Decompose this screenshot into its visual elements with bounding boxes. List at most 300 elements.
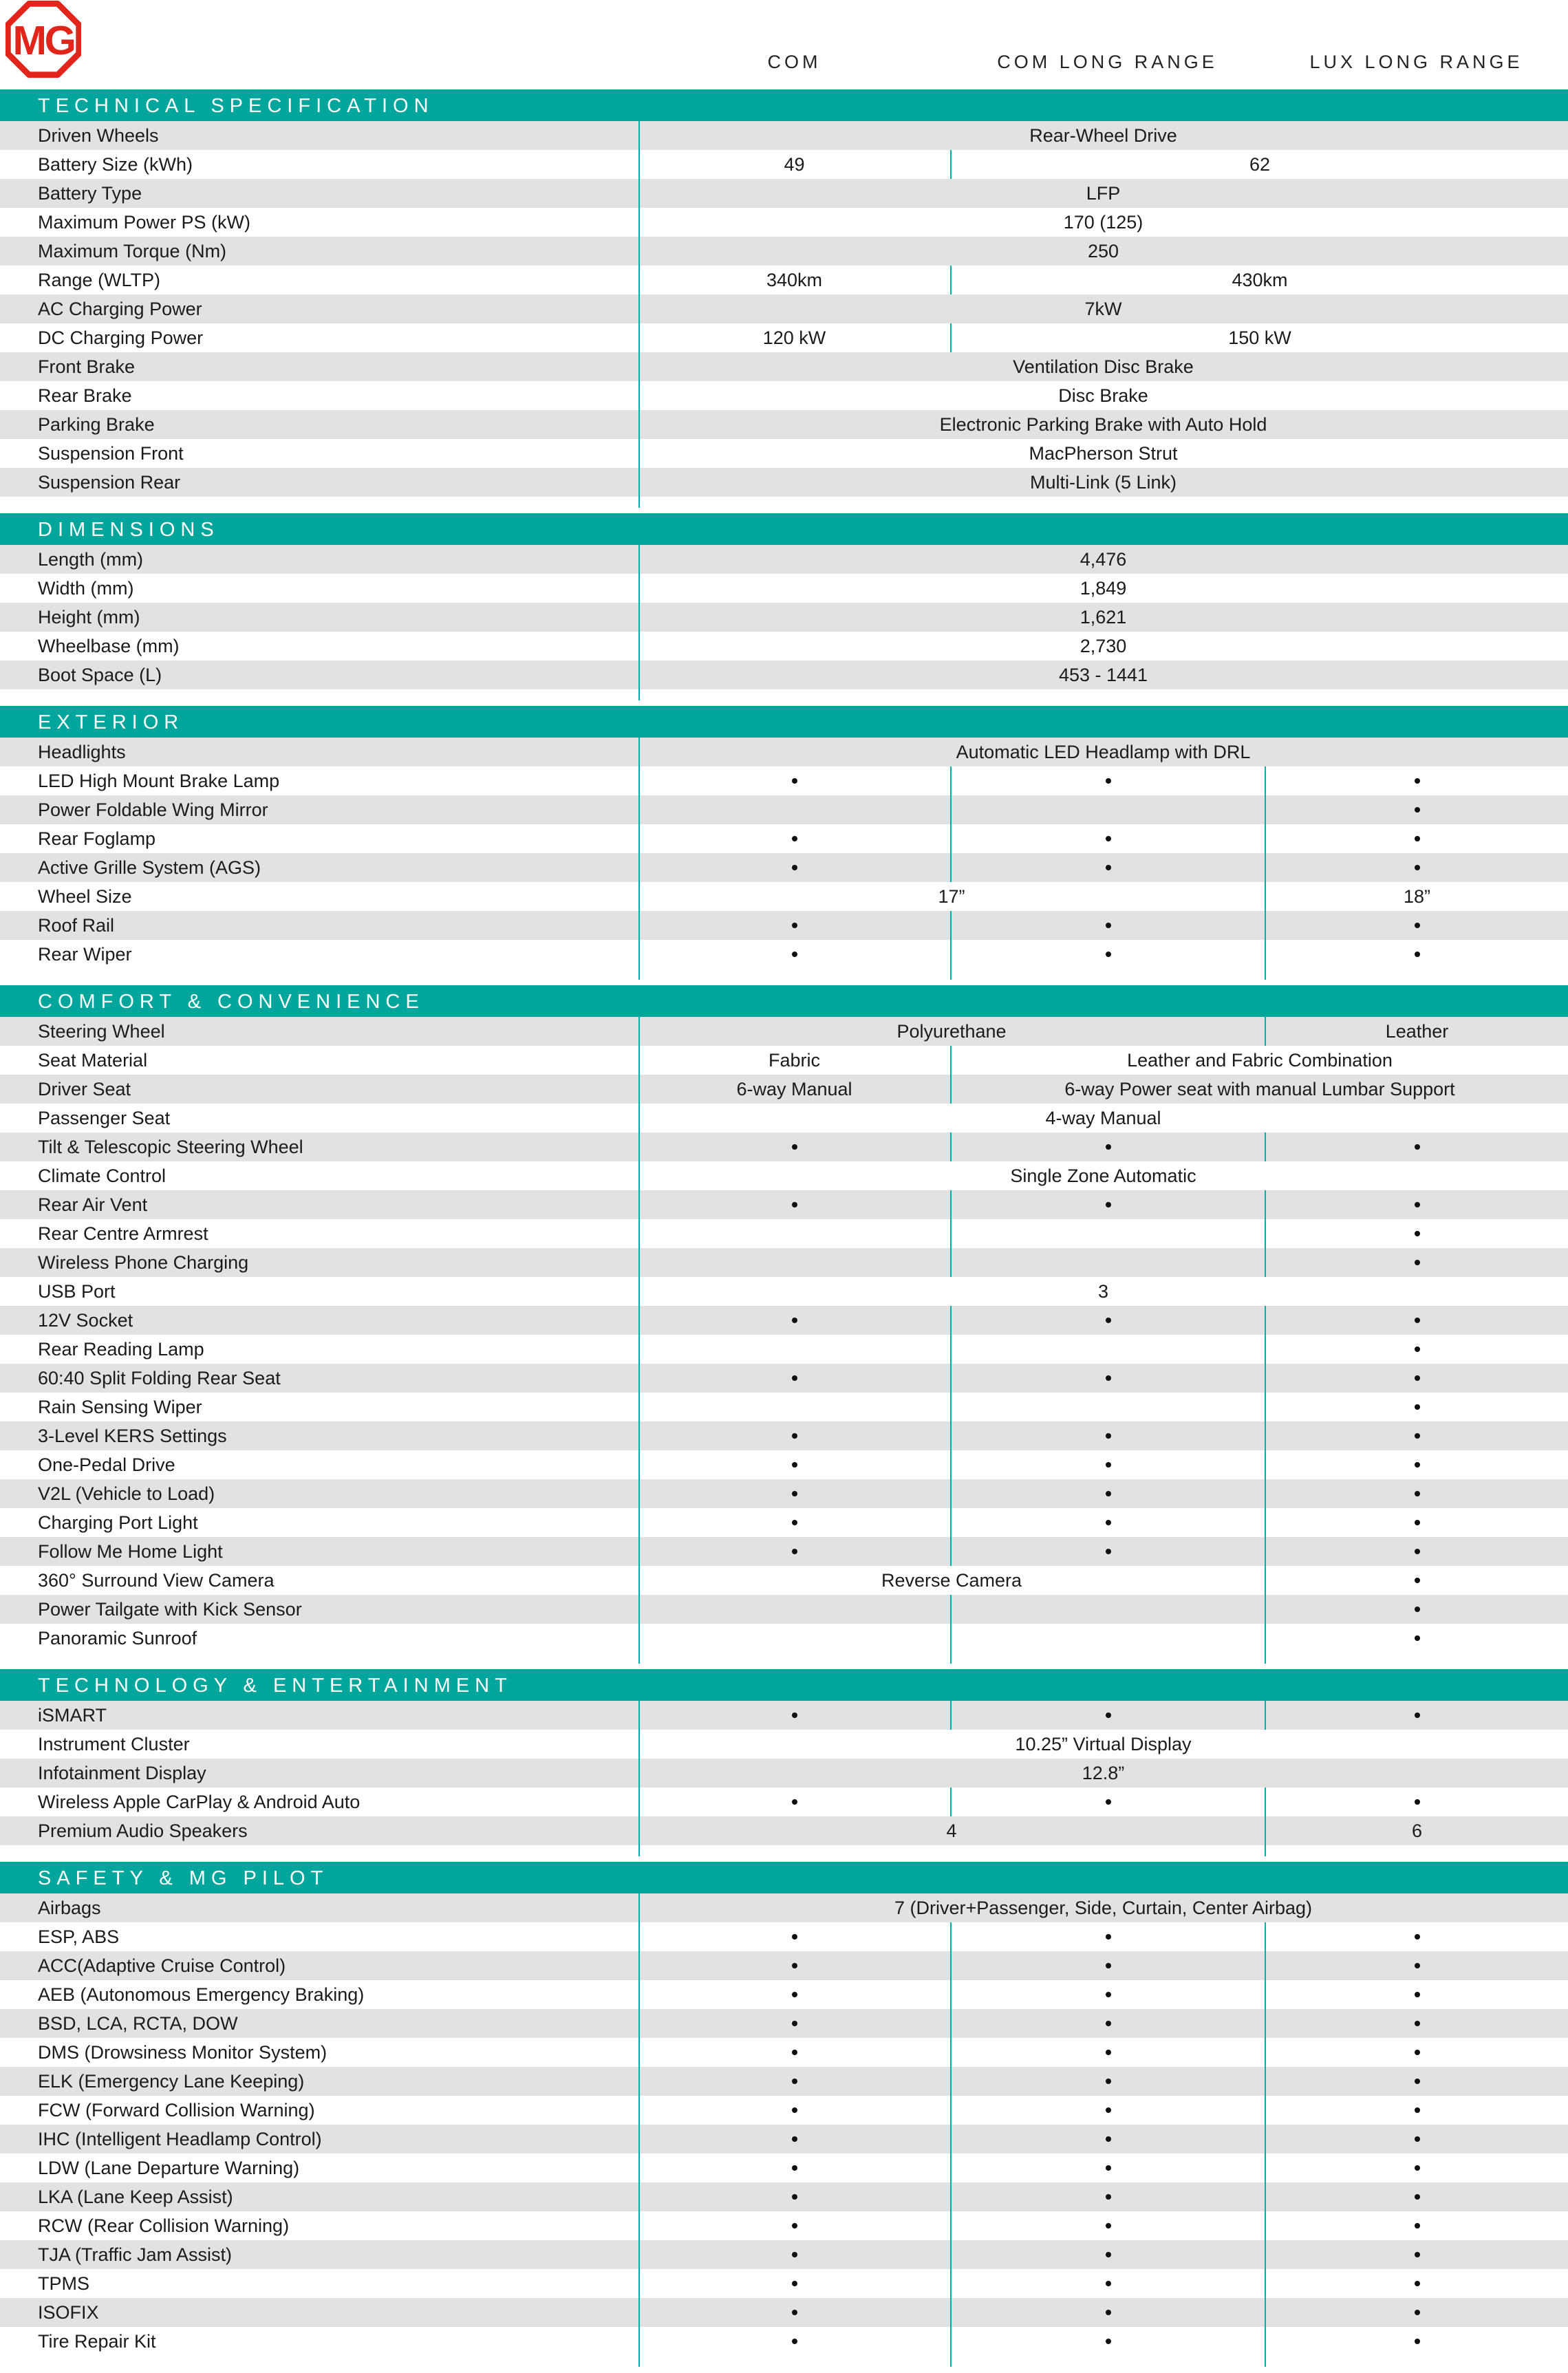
value-cell xyxy=(638,1364,950,1393)
feature-dot xyxy=(792,1799,797,1805)
feature-dot xyxy=(1106,1375,1111,1381)
value-cell xyxy=(950,1190,1265,1219)
row-values xyxy=(638,323,1568,352)
value-cell xyxy=(638,2298,950,2327)
section-rows xyxy=(0,1701,1568,1856)
feature-dot xyxy=(1106,2310,1111,2315)
value-cell xyxy=(1265,1922,1568,1951)
row-values xyxy=(638,2269,1568,2298)
value-cell: LFP xyxy=(1086,182,1121,204)
value-cell xyxy=(1265,1508,1568,1537)
value-cell xyxy=(1265,2298,1568,2327)
value-cell: 430km xyxy=(950,266,1568,294)
row-label: FCW (Forward Collision Warning) xyxy=(38,2099,315,2120)
feature-dot xyxy=(1415,1346,1420,1352)
row-label: Driven Wheels xyxy=(38,125,159,146)
value-cell: 4,476 xyxy=(1080,548,1127,570)
row-values xyxy=(638,1951,1568,1980)
value-cell: MacPherson Strut xyxy=(1029,442,1178,464)
row-label: Wireless Phone Charging xyxy=(38,1252,249,1273)
row-values xyxy=(638,1922,1568,1951)
row-label: Steering Wheel xyxy=(38,1020,165,1042)
feature-dot xyxy=(1415,1491,1420,1496)
value-cell xyxy=(950,1421,1265,1450)
feature-dot xyxy=(792,1549,797,1554)
table-row xyxy=(0,352,1568,381)
table-row xyxy=(0,882,1568,911)
row-label: Maximum Power PS (kW) xyxy=(38,211,251,233)
value-cell xyxy=(950,1479,1265,1508)
feature-dot xyxy=(1415,923,1420,928)
feature-dot xyxy=(792,865,797,870)
row-values xyxy=(638,661,1568,689)
row-label: Premium Audio Speakers xyxy=(38,1820,248,1841)
feature-dot xyxy=(1106,2194,1111,2200)
row-values xyxy=(638,1787,1568,1816)
value-cell xyxy=(950,940,1265,969)
value-cell xyxy=(950,2067,1265,2096)
feature-dot xyxy=(792,1491,797,1496)
feature-dot xyxy=(1106,1144,1111,1150)
value-cell xyxy=(1265,2154,1568,2182)
feature-dot xyxy=(1106,2136,1111,2142)
value-cell xyxy=(950,1951,1265,1980)
column-header-com: COM xyxy=(767,52,821,72)
value-cell xyxy=(638,1219,950,1248)
row-values xyxy=(638,1219,1568,1248)
table-row xyxy=(0,2154,1568,2182)
row-values xyxy=(638,1595,1568,1624)
value-cell xyxy=(950,1364,1265,1393)
value-cell xyxy=(950,1306,1265,1335)
value-cell xyxy=(1265,1980,1568,2009)
value-cell xyxy=(638,2009,950,2038)
value-cell xyxy=(1265,1132,1568,1161)
feature-dot xyxy=(1106,1712,1111,1718)
page-header xyxy=(0,0,1568,89)
value-cell: 1,849 xyxy=(1080,577,1127,599)
value-cell xyxy=(638,911,950,940)
row-label: Parking Brake xyxy=(38,414,155,435)
feature-dot xyxy=(1415,1520,1420,1525)
table-row xyxy=(0,2240,1568,2269)
value-cell: 3 xyxy=(1097,1280,1109,1302)
value-cell xyxy=(950,1980,1265,2009)
value-cell xyxy=(1265,911,1568,940)
row-values xyxy=(638,1190,1568,1219)
row-label: Roof Rail xyxy=(38,914,115,936)
feature-dot xyxy=(1415,836,1420,841)
section-rows xyxy=(0,545,1568,700)
section-header: EXTERIOR xyxy=(0,706,1568,738)
value-cell xyxy=(950,2211,1265,2240)
row-label: USB Port xyxy=(38,1280,116,1302)
column-headers xyxy=(638,39,1568,73)
table-row xyxy=(0,1364,1568,1393)
row-label: Boot Space (L) xyxy=(38,664,162,685)
feature-dot xyxy=(1415,1934,1420,1940)
value-cell xyxy=(1265,1393,1568,1421)
feature-dot xyxy=(1106,2079,1111,2084)
value-cell xyxy=(950,1508,1265,1537)
value-cell: 4 xyxy=(946,1820,957,1841)
value-cell xyxy=(950,795,1265,824)
table-row xyxy=(0,1219,1568,1248)
row-values xyxy=(638,795,1568,824)
value-cell xyxy=(950,2009,1265,2038)
table-row xyxy=(0,2038,1568,2067)
row-values xyxy=(638,121,1568,150)
feature-dot xyxy=(792,1433,797,1439)
mg-logo xyxy=(6,0,81,78)
row-label: Charging Port Light xyxy=(38,1512,198,1533)
feature-dot xyxy=(1415,1144,1420,1150)
table-row xyxy=(0,795,1568,824)
table-row xyxy=(0,2327,1568,2356)
value-cell xyxy=(1265,853,1568,882)
value-cell xyxy=(638,1248,950,1277)
value-cell: Fabric xyxy=(768,1049,820,1071)
row-label: Battery Size (kWh) xyxy=(38,153,193,175)
table-row xyxy=(0,1537,1568,1566)
table-row xyxy=(0,323,1568,352)
row-label: Follow Me Home Light xyxy=(38,1540,223,1562)
value-cell xyxy=(638,2038,950,2067)
value-cell xyxy=(1265,1248,1568,1277)
feature-dot xyxy=(1106,1934,1111,1940)
feature-dot xyxy=(792,1934,797,1940)
table-row xyxy=(0,150,1568,179)
row-label: Instrument Cluster xyxy=(38,1733,190,1754)
row-values xyxy=(638,1537,1568,1566)
row-values xyxy=(638,2038,1568,2067)
feature-dot xyxy=(1106,1491,1111,1496)
value-cell xyxy=(1265,2327,1568,2356)
value-cell xyxy=(950,1595,1265,1624)
divider-tail xyxy=(0,1653,1568,1664)
feature-dot xyxy=(792,2223,797,2229)
value-cell: 7 (Driver+Passenger, Side, Curtain, Center Airbag) xyxy=(894,1897,1313,1918)
divider-tail-cell xyxy=(638,497,1568,508)
row-values xyxy=(638,179,1568,208)
row-label: Panoramic Sunroof xyxy=(38,1627,197,1649)
value-cell xyxy=(638,1980,950,2009)
feature-dot xyxy=(792,1202,797,1207)
row-label: 12V Socket xyxy=(38,1309,133,1331)
feature-dot xyxy=(1415,2165,1420,2171)
value-cell xyxy=(638,2327,950,2356)
value-cell xyxy=(1265,2182,1568,2211)
value-cell xyxy=(638,1537,950,1566)
feature-dot xyxy=(1415,1607,1420,1612)
row-values xyxy=(638,2240,1568,2269)
table-row xyxy=(0,1306,1568,1335)
feature-dot xyxy=(1415,1260,1420,1265)
divider-tail-cell xyxy=(638,1845,1265,1856)
value-cell xyxy=(950,2327,1265,2356)
value-cell xyxy=(638,2182,950,2211)
row-values xyxy=(638,1816,1568,1845)
value-cell: 17” xyxy=(938,885,965,907)
value-cell: 453 - 1441 xyxy=(1058,664,1148,685)
table-row xyxy=(0,208,1568,237)
value-cell xyxy=(638,2125,950,2154)
value-cell xyxy=(950,1393,1265,1421)
value-cell xyxy=(638,1393,950,1421)
table-row xyxy=(0,381,1568,410)
table-row xyxy=(0,179,1568,208)
row-values xyxy=(638,603,1568,632)
row-values xyxy=(638,1248,1568,1277)
value-cell xyxy=(1265,795,1568,824)
spec-sections xyxy=(0,89,1568,2367)
row-label: Suspension Rear xyxy=(38,471,181,493)
table-row xyxy=(0,1132,1568,1161)
table-row xyxy=(0,2298,1568,2327)
value-cell: 170 (125) xyxy=(1063,211,1143,233)
feature-dot xyxy=(1106,2223,1111,2229)
table-row xyxy=(0,266,1568,294)
feature-dot xyxy=(792,952,797,957)
value-cell xyxy=(638,1190,950,1219)
row-values xyxy=(638,2154,1568,2182)
feature-dot xyxy=(1415,1549,1420,1554)
feature-dot xyxy=(1415,1635,1420,1641)
value-cell xyxy=(1265,1624,1568,1653)
table-row xyxy=(0,2269,1568,2298)
value-cell xyxy=(1265,2067,1568,2096)
table-row xyxy=(0,1951,1568,1980)
divider-tail-cell xyxy=(1265,1653,1568,1664)
section-header: COMFORT & CONVENIENCE xyxy=(0,985,1568,1017)
feature-dot xyxy=(792,2252,797,2257)
row-label: BSD, LCA, RCTA, DOW xyxy=(38,2012,238,2034)
feature-dot xyxy=(792,2136,797,2142)
feature-dot xyxy=(1415,1433,1420,1439)
feature-dot xyxy=(1415,2281,1420,2286)
row-label: Wheelbase (mm) xyxy=(38,635,180,656)
feature-dot xyxy=(1106,923,1111,928)
value-cell: Polyurethane xyxy=(896,1020,1007,1042)
row-values xyxy=(638,1104,1568,1132)
value-cell: Rear-Wheel Drive xyxy=(1029,125,1177,146)
row-values xyxy=(638,468,1568,497)
divider-tail-cell xyxy=(638,2356,950,2367)
table-row xyxy=(0,1508,1568,1537)
value-cell xyxy=(1265,1306,1568,1335)
value-cell xyxy=(950,1219,1265,1248)
value-cell xyxy=(950,1132,1265,1161)
row-values xyxy=(638,2182,1568,2211)
column-header-com-long-range: COM LONG RANGE xyxy=(997,52,1218,72)
feature-dot xyxy=(1415,1799,1420,1805)
value-cell xyxy=(1265,1364,1568,1393)
table-row xyxy=(0,632,1568,661)
value-cell xyxy=(638,853,950,882)
value-cell: 49 xyxy=(784,153,805,175)
value-cell: 12.8” xyxy=(1082,1762,1125,1783)
row-label: Width (mm) xyxy=(38,577,134,599)
value-cell: 10.25” Virtual Display xyxy=(1015,1733,1192,1754)
feature-dot xyxy=(1415,1404,1420,1410)
value-cell xyxy=(1265,2009,1568,2038)
row-label: DC Charging Power xyxy=(38,327,204,348)
value-cell: Leather xyxy=(1265,1017,1568,1046)
row-label: One-Pedal Drive xyxy=(38,1454,175,1475)
row-values xyxy=(638,352,1568,381)
feature-dot xyxy=(1106,952,1111,957)
value-cell xyxy=(950,824,1265,853)
row-values xyxy=(638,2211,1568,2240)
value-cell xyxy=(638,2067,950,2096)
row-label: V2L (Vehicle to Load) xyxy=(38,1483,215,1504)
value-cell xyxy=(950,1248,1265,1277)
value-cell xyxy=(1265,1951,1568,1980)
row-values xyxy=(638,1335,1568,1364)
value-cell xyxy=(950,853,1265,882)
feature-dot xyxy=(1106,778,1111,784)
row-values xyxy=(638,632,1568,661)
row-label: Wheel Size xyxy=(38,885,132,907)
row-label: LKA (Lane Keep Assist) xyxy=(38,2186,233,2207)
value-cell xyxy=(950,1787,1265,1816)
divider-tail xyxy=(0,497,1568,508)
value-cell xyxy=(638,2269,950,2298)
table-row xyxy=(0,439,1568,468)
divider-tail-cell xyxy=(1265,969,1568,980)
row-values xyxy=(638,766,1568,795)
divider-tail-cell xyxy=(638,969,950,980)
feature-dot xyxy=(1415,1578,1420,1583)
feature-dot xyxy=(792,836,797,841)
table-row xyxy=(0,911,1568,940)
feature-dot xyxy=(792,923,797,928)
table-row xyxy=(0,1335,1568,1364)
value-cell: Multi-Link (5 Link) xyxy=(1029,471,1177,493)
value-cell xyxy=(950,1537,1265,1566)
row-values xyxy=(638,2125,1568,2154)
value-cell xyxy=(638,1306,950,1335)
value-cell: 6-way Power seat with manual Lumbar Support xyxy=(950,1075,1568,1104)
value-cell: Automatic LED Headlamp with DRL xyxy=(956,741,1251,762)
divider-tail-cell xyxy=(950,2356,1265,2367)
row-values xyxy=(638,545,1568,574)
feature-dot xyxy=(792,1963,797,1968)
value-cell xyxy=(638,1335,950,1364)
feature-dot xyxy=(1415,1231,1420,1236)
feature-dot xyxy=(1106,865,1111,870)
value-cell xyxy=(950,1624,1265,1653)
value-cell xyxy=(1265,824,1568,853)
column-header-lux-long-range: LUX LONG RANGE xyxy=(1309,52,1523,72)
section-rows xyxy=(0,738,1568,980)
table-row xyxy=(0,1248,1568,1277)
value-cell: 62 xyxy=(950,150,1568,179)
value-cell: 340km xyxy=(766,269,823,290)
row-label: AEB (Autonomous Emergency Braking) xyxy=(38,1984,365,2005)
table-row xyxy=(0,1161,1568,1190)
feature-dot xyxy=(792,2050,797,2055)
feature-dot xyxy=(792,2281,797,2286)
row-values xyxy=(638,1701,1568,1730)
table-row xyxy=(0,2067,1568,2096)
table-row xyxy=(0,766,1568,795)
row-label: 3-Level KERS Settings xyxy=(38,1425,227,1446)
row-label: Height (mm) xyxy=(38,606,140,627)
feature-dot xyxy=(1415,1963,1420,1968)
value-cell xyxy=(638,1701,950,1730)
table-row xyxy=(0,1787,1568,1816)
value-cell: Single Zone Automatic xyxy=(1010,1165,1196,1186)
row-label: LDW (Lane Departure Warning) xyxy=(38,2157,300,2178)
row-values xyxy=(638,439,1568,468)
row-label: Passenger Seat xyxy=(38,1107,171,1128)
value-cell xyxy=(1265,2125,1568,2154)
value-cell xyxy=(1265,2269,1568,2298)
feature-dot xyxy=(1415,952,1420,957)
feature-dot xyxy=(1106,1963,1111,1968)
feature-dot xyxy=(1415,1202,1420,1207)
feature-dot xyxy=(1415,1712,1420,1718)
row-label: Length (mm) xyxy=(38,548,144,570)
feature-dot xyxy=(1415,2079,1420,2084)
feature-dot xyxy=(1415,2223,1420,2229)
row-label: 360° Surround View Camera xyxy=(38,1569,275,1591)
divider-tail xyxy=(0,689,1568,700)
row-values xyxy=(638,1161,1568,1190)
divider-tail-cell xyxy=(638,689,1568,700)
value-cell: 6 xyxy=(1265,1816,1568,1845)
row-label: TPMS xyxy=(38,2273,90,2294)
row-label: Suspension Front xyxy=(38,442,184,464)
row-values xyxy=(638,1306,1568,1335)
row-label: Rear Foglamp xyxy=(38,828,156,849)
value-cell xyxy=(1265,2240,1568,2269)
table-row xyxy=(0,1980,1568,2009)
value-cell xyxy=(950,2154,1265,2182)
feature-dot xyxy=(792,2079,797,2084)
table-row xyxy=(0,1922,1568,1951)
feature-dot xyxy=(792,1992,797,1997)
value-cell xyxy=(638,824,950,853)
spec-section xyxy=(0,1669,1568,1856)
value-cell xyxy=(638,766,950,795)
table-row xyxy=(0,1046,1568,1075)
value-cell xyxy=(950,2038,1265,2067)
table-row xyxy=(0,468,1568,497)
row-values xyxy=(638,940,1568,969)
row-label: iSMART xyxy=(38,1704,107,1726)
row-values xyxy=(638,1132,1568,1161)
value-cell xyxy=(638,1479,950,1508)
feature-dot xyxy=(792,1144,797,1150)
feature-dot xyxy=(1415,2310,1420,2315)
value-cell: 4-way Manual xyxy=(1045,1107,1161,1128)
feature-dot xyxy=(1106,1318,1111,1323)
value-cell: 250 xyxy=(1087,240,1119,261)
row-values xyxy=(638,150,1568,179)
value-cell xyxy=(1265,1566,1568,1595)
table-row xyxy=(0,121,1568,150)
divider-tail xyxy=(0,2356,1568,2367)
table-row xyxy=(0,1759,1568,1787)
value-cell xyxy=(638,795,950,824)
spec-section xyxy=(0,706,1568,980)
row-values xyxy=(638,911,1568,940)
value-cell: 6-way Manual xyxy=(736,1078,852,1099)
value-cell xyxy=(638,2154,950,2182)
feature-dot xyxy=(1106,1462,1111,1468)
